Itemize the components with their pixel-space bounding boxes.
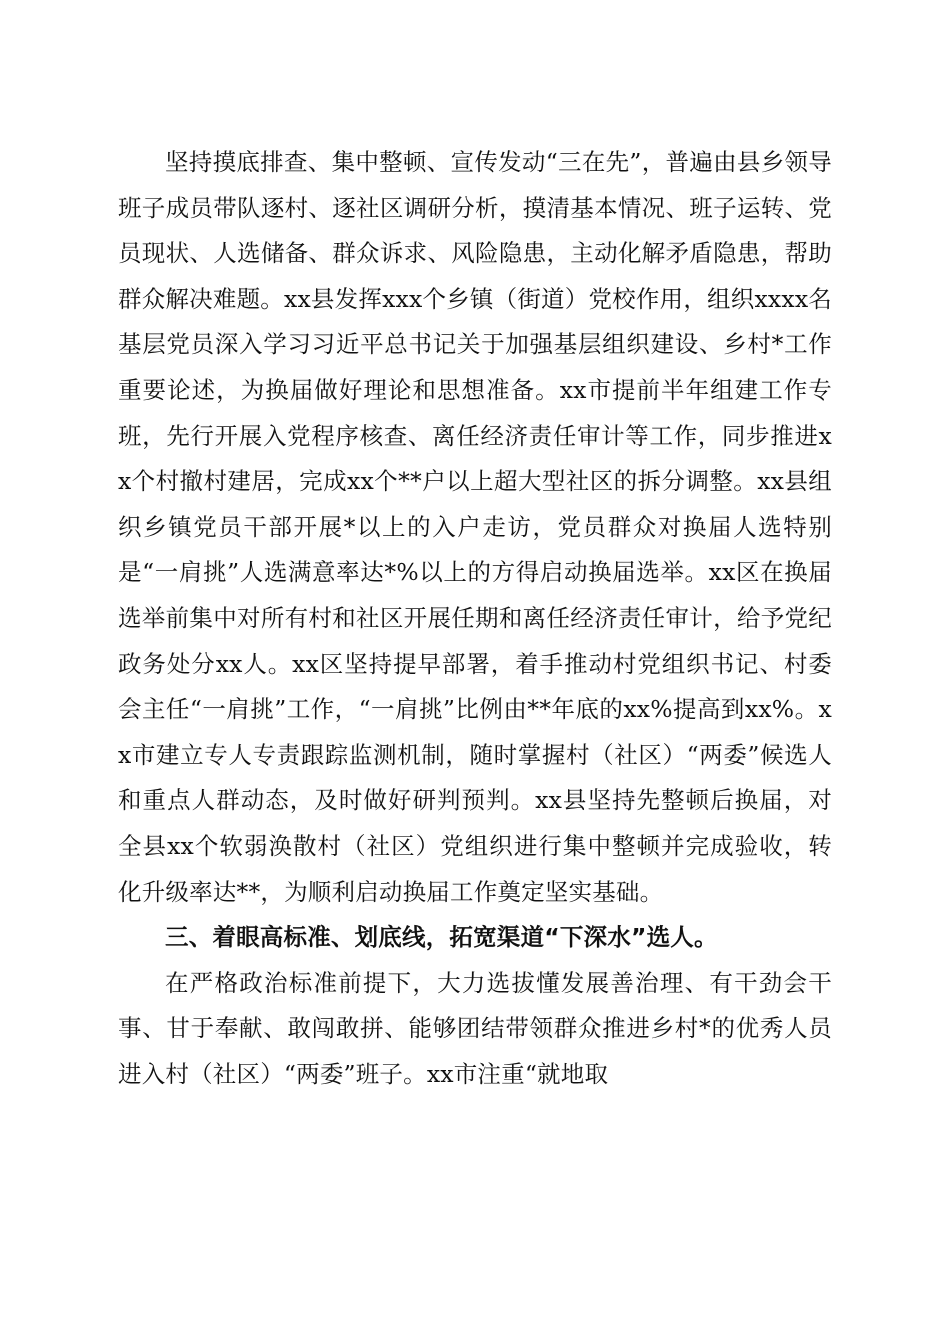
document-page: [118, 140, 832, 1097]
section-heading-3: 三、着眼高标准、划底线，拓宽渠道“下深水”选人。: [165, 923, 718, 952]
body-paragraph-2: 在严格政治标准前提下，大力选拔懂发展善治理、有干劲会干事、甘于奉献、敢闯敢拼、能够团结带领群众推进乡村*的优秀人员进入村（社区）“两委”班子。xx市注重“就地取: [118, 968, 832, 1088]
body-paragraph-1: 坚持摸底排查、集中整顿、宣传发动“三在先”，普遍由县乡领导班子成员带队逐村、逐社区调研分析，摸清基本情况、班子运转、党员现状、人选储备、群众诉求、风险隐患，主动化解矛盾隐患，帮助群众解决难题。xx县发挥xxx个乡镇（街道）党校作用，组织xxxx名基层党员深入学习习近平总书记关于加强基层组织建设、乡村*工作重要论述，为换届做好理论和思想准备。xx市提前半年组建工作专班，先行开展入党程序核查、离任经济责任审计等工作，同步推进xx个村撤村建居，完成xx个**户以上超大型社区的拆分调整。xx县组织乡镇党员干部开展*以上的入户走访，党员群众对换届人选特别是“一肩挑”人选满意率达*%以上的方得启动换届选举。xx区在换届选举前集中对所有村和社区开展任期和离任经济责任审计，给予党纪政务处分xx人。xx区坚持提早部署，着手推动村党组织书记、村委会主任“一肩挑”工作，“一肩挑”比例由**年底的xx%提高到xx%。xx市建立专人专责跟踪监测机制，随时掌握村（社区）“两委”候选人和重点人群动态，及时做好研判预判。xx县坚持先整顿后换届，对全县xx个软弱涣散村（社区）党组织进行集中整顿并完成验收，转化升级率达**，为顺利启动换届工作奠定坚实基础。: [118, 148, 832, 906]
